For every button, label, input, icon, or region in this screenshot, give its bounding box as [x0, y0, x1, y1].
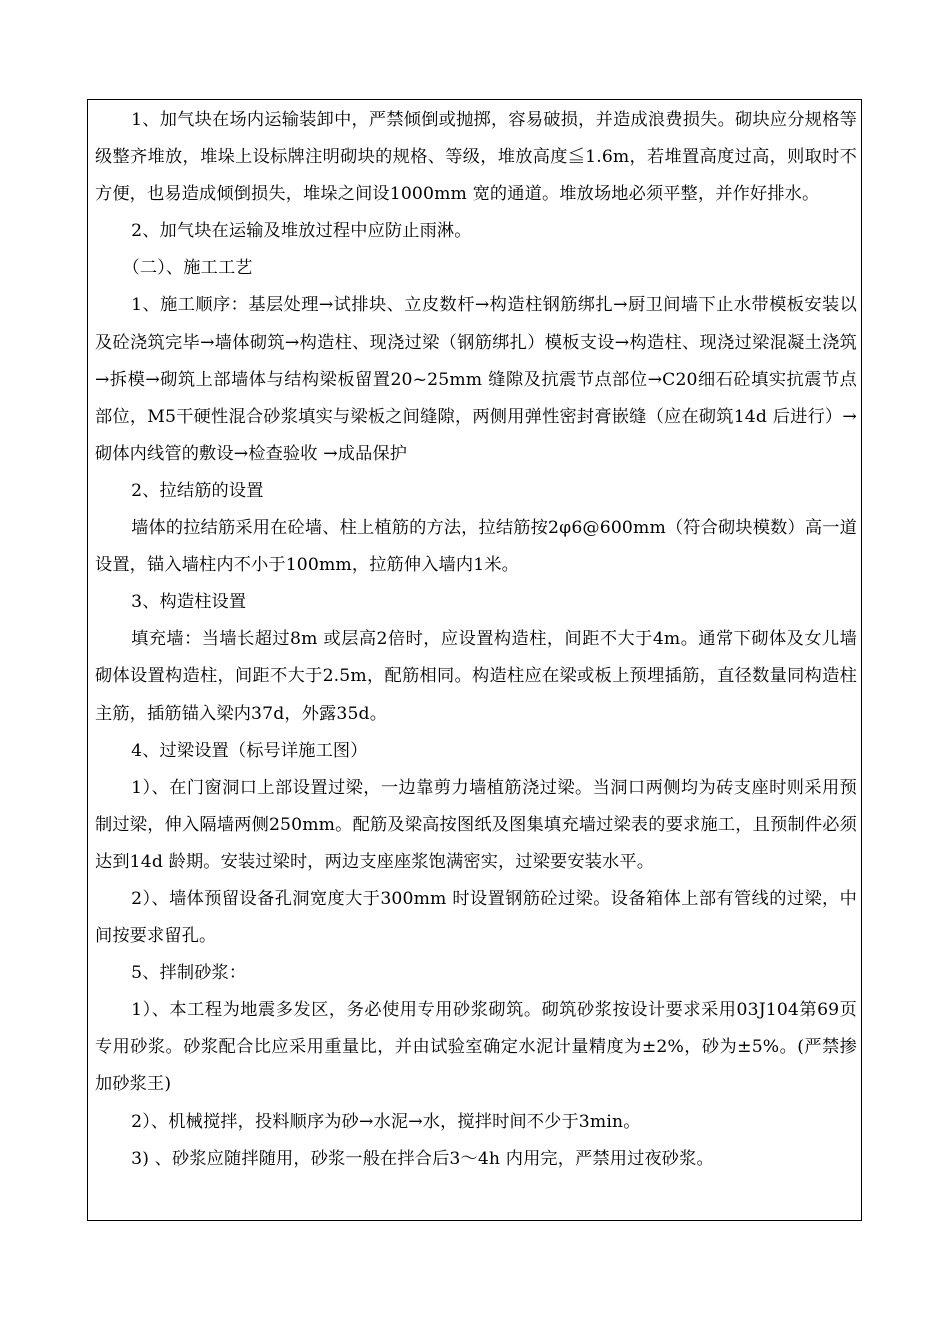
document-body — [95, 102, 857, 1178]
paragraph-mechanical-mixing: 2）、机械搅拌，投料顺序为砂→水泥→水，搅拌时间不少于3min。 — [131, 1111, 641, 1132]
subheading-structural-columns: 3、构造柱设置 — [131, 592, 247, 613]
paragraph-tie-bars: 墙体的拉结筋采用在砼墙、柱上植筋的方法，拉结筋按2φ6@600mm（符合砌块模数）高一道设置，锚入墙柱内不小于100mm，拉筋伸入墙内1米。 — [95, 518, 857, 576]
paragraph-construction-sequence: 1、施工顺序：基层处理→试排块、立皮数杆→构造柱钢筋绑扎→厨卫间墙下止水带模板安装以及砼浇筑完毕→墙体砌筑→构造柱、现浇过梁（钢筋绑扎）模板支设→构造柱、现浇过梁混凝土浇筑→拆模→砌筑上部墙体与结构梁板留置20~25mm 缝隙及抗震节点部位→C20细石砼填实抗震节点部位，M5干硬性混合砂浆填实与梁板之间缝隙，两侧用弹性密封膏嵌缝（应在砌筑14d 后进行）→砌体内线管的敷设→检查验收 →成品保护 — [95, 295, 857, 464]
paragraph-lintels-equipment-openings: 2）、墙体预留设备孔洞宽度大于300mm 时设置钢筋砼过梁。设备箱体上部有管线的过梁，中间按要求留孔。 — [95, 888, 857, 947]
paragraph-mortar-usage-time: 3) 、砂浆应随拌随用，砂浆一般在拌合后3～4h 内用完，严禁用过夜砂浆。 — [131, 1148, 714, 1169]
paragraph-structural-columns: 填充墙：当墙长超过8m 或层高2倍时，应设置构造柱，间距不大于4m。通常下砌体及女儿墙砌体设置构造柱，间距不大于2.5m，配筋相同。构造柱应在梁或板上预埋插筋，直径数量同构造柱主筋，插筋锚入梁内37d，外露35d。 — [95, 629, 857, 724]
paragraph-lintels-door-window: 1）、在门窗洞口上部设置过梁，一边靠剪力墙植筋浇过梁。当洞口两侧均为砖支座时则采用预制过梁，伸入隔墙两侧250mm。配筋及梁高按图纸及图集填充墙过梁表的要求施工，且预制件必须达到14d 龄期。安装过梁时，两边支座座浆饱满密实，过梁要安装水平。 — [95, 777, 857, 872]
subheading-mortar-mixing: 5、拌制砂浆： — [131, 963, 247, 984]
paragraph-transport-stacking: 1、加气块在场内运输装卸中，严禁倾倒或抛掷，容易破损，并造成浪费损失。砌块应分规格等级整齐堆放，堆垛上设标牌注明砌块的规格、等级，堆放高度≦1.6m，若堆置高度过高，则取时不方便，也易造成倾倒损失，堆垛之间设1000mm 宽的通道。堆放场地必须平整，并作好排水。 — [95, 110, 857, 205]
section-heading-construction-process: （二）、施工工艺 — [122, 258, 253, 279]
subheading-tie-bars: 2、拉结筋的设置 — [131, 480, 264, 501]
paragraph-mortar-requirements: 1）、本工程为地震多发区，务必使用专用砂浆砌筑。砌筑砂浆按设计要求采用03J104第69页专用砂浆。砂浆配合比应采用重量比，并由试验室确定水泥计量精度为±2%，砂为±5%。(严禁掺加砂浆王) — [95, 1000, 857, 1095]
subheading-lintels: 4、过梁设置（标号详施工图） — [131, 740, 368, 761]
paragraph-rain-protection: 2、加气块在运输及堆放过程中应防止雨淋。 — [131, 221, 472, 242]
